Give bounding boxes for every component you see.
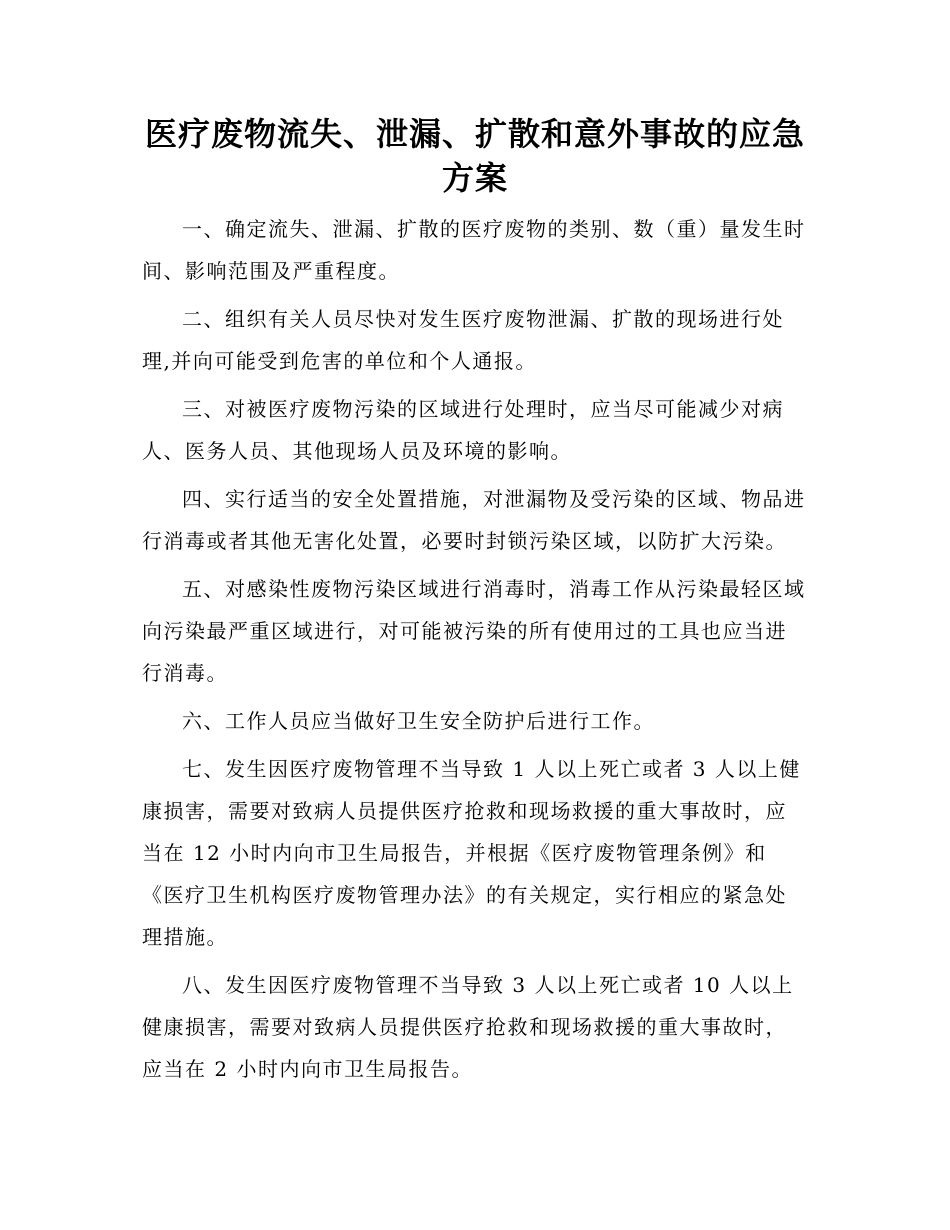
- paragraph-6: 六、工作人员应当做好卫生安全防护后进行工作。: [182, 709, 655, 733]
- paragraph-4: 四、实行适当的安全处置措施，对泄漏物及受污染的区域、物品进行消毒或者其他无害化处置，必要时封锁污染区域，以防扩大污染。: [142, 487, 806, 553]
- paragraph-1: 一、确定流失、泄漏、扩散的医疗废物的类别、数（重）量发生时间、影响范围及严重程度。: [142, 217, 806, 283]
- paragraph-3: 三、对被医疗废物污染的区域进行处理时，应当尽可能减少对病人、医务人员、其他现场人员及环境的影响。: [142, 397, 784, 463]
- paragraph-8: 八、发生因医疗废物管理不当导致 3 人以上死亡或者 10 人以上健康损害，需要对致病人员提供医疗抢救和现场救援的重大事故时，应当在 2 小时内向市卫生局报告。: [142, 973, 794, 1081]
- paragraph-5: 五、对感染性废物污染区域进行消毒时，消毒工作从污染最轻区域向污染最严重区域进行，对可能被污染的所有使用过的工具也应当进行消毒。: [142, 577, 806, 685]
- title-spacer: [142, 200, 808, 208]
- document-title: 医疗废物流失、泄漏、扩散和意外事故的应急方案: [144, 115, 805, 197]
- paragraph-2: 二、组织有关人员尽快对发生医疗废物泄漏、扩散的现场进行处理,并向可能受到危害的单位和个人通报。: [142, 307, 784, 373]
- paragraph-7: 七、发生因医疗废物管理不当导致 1 人以上死亡或者 3 人以上健康损害，需要对致病人员提供医疗抢救和现场救援的重大事故时，应当在 12 小时内向市卫生局报告，并根据《医疗废物管理条例》和《医疗卫生机构医疗废物管理办法》的有关规定，实行相应的紧急处理措施。: [142, 757, 801, 949]
- document-page: [142, 112, 808, 1090]
